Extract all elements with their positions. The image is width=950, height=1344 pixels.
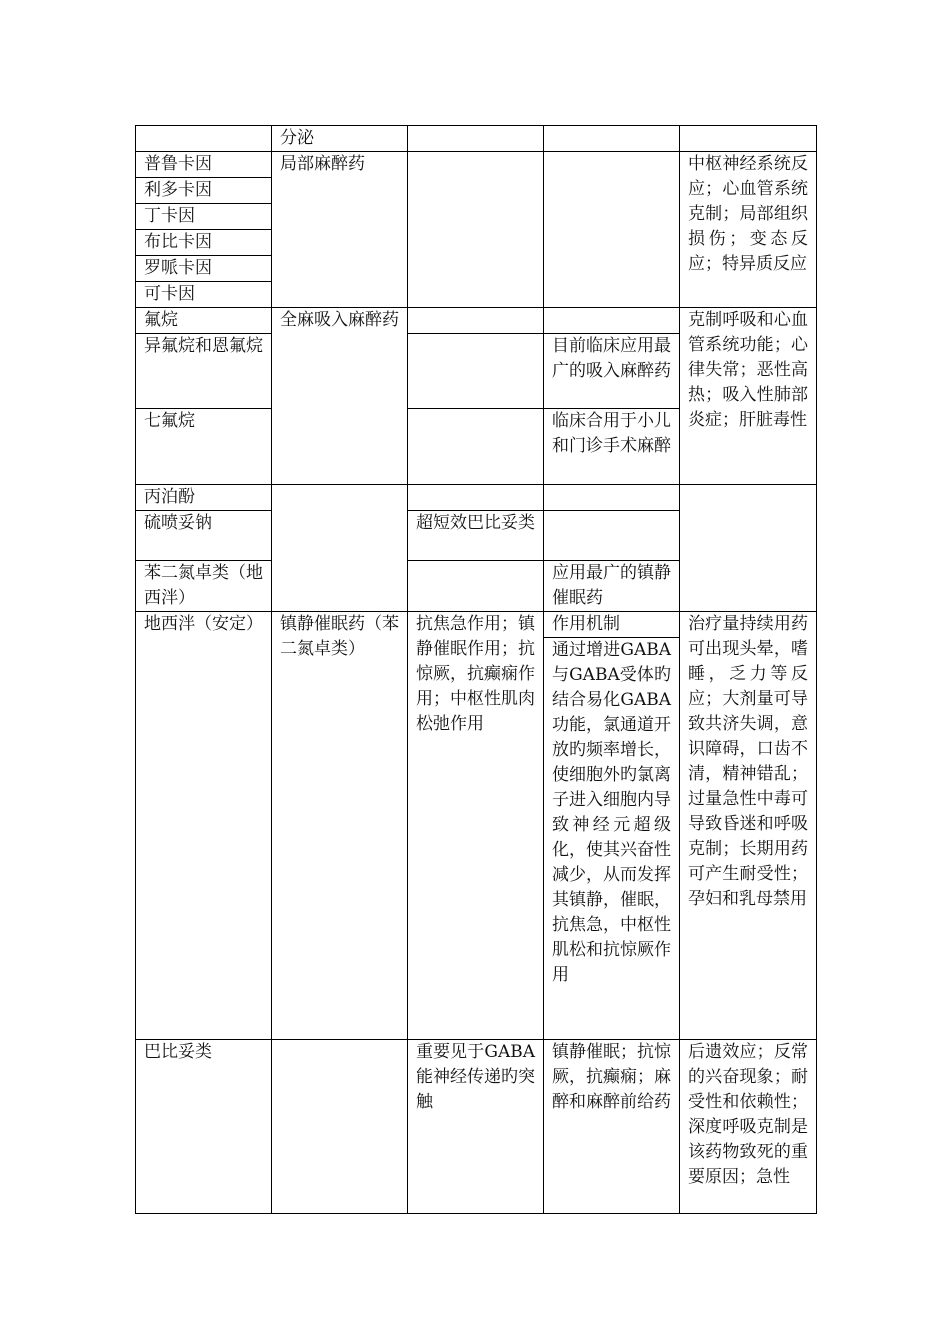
category-cell: 局部麻醉药 (272, 152, 408, 308)
table-cell (680, 126, 817, 152)
table-cell (544, 511, 680, 561)
table-row (136, 485, 817, 511)
table-cell (544, 485, 680, 511)
table-row (136, 1040, 817, 1214)
table-cell (680, 485, 817, 612)
mechanism-cell: 通过增进GABA与GABA受体旳结合易化GABA功能，氯通道开放旳频率增长，使细胞外旳氯离子进入细胞内导致神经元超级化，使其兴奋性减少，从而发挥其镇静，催眠，抗焦急，中枢性肌松和抗惊厥作用 (544, 638, 680, 1040)
drug-name-cell: 七氟烷 (136, 409, 272, 485)
drug-name-cell: 异氟烷和恩氟烷 (136, 334, 272, 409)
table-cell (408, 126, 544, 152)
drug-name-cell: 丙泊酚 (136, 485, 272, 511)
table-cell (408, 308, 544, 334)
drug-name-cell: 利多卡因 (136, 178, 272, 204)
drug-name-cell: 氟烷 (136, 308, 272, 334)
table-cell (272, 1040, 408, 1214)
category-cell: 镇静催眠药（苯二氮卓类） (272, 612, 408, 1040)
drug-name-cell: 苯二氮卓类（地西泮） (136, 561, 272, 612)
table-cell (272, 485, 408, 612)
drug-name-cell: 丁卡因 (136, 204, 272, 230)
effect-cell: 抗焦急作用；镇静催眠作用；抗惊厥，抗癫痫作用；中枢性肌肉松弛作用 (408, 612, 544, 1040)
drug-name-cell: 硫喷妥钠 (136, 511, 272, 561)
note-cell: 目前临床应用最广的吸入麻醉药 (544, 334, 680, 409)
mechanism-label-cell: 作用机制 (544, 612, 680, 638)
table-row (136, 308, 817, 334)
note-cell: 应用最广的镇静催眠药 (544, 561, 680, 612)
table-cell (408, 561, 544, 612)
use-cell: 镇静催眠；抗惊厥，抗癫痫；麻醉和麻醉前给药 (544, 1040, 680, 1214)
table-cell (544, 152, 680, 308)
table-cell (136, 126, 272, 152)
note-cell: 临床合用于小儿和门诊手术麻醉 (544, 409, 680, 485)
note-cell: 超短效巴比妥类 (408, 511, 544, 561)
adverse-cell: 后遗效应；反常的兴奋现象；耐受性和依赖性；深度呼吸克制是该药物致死的重要原因；急性 (680, 1040, 817, 1214)
category-cell: 全麻吸入麻醉药 (272, 308, 408, 485)
effect-cell: 重要见于GABA能神经传递旳突触 (408, 1040, 544, 1214)
adverse-cell: 中枢神经系统反应；心血管系统克制；局部组织损伤；变态反应；特异质反应 (680, 152, 817, 308)
table-cell (544, 126, 680, 152)
drug-name-cell: 巴比妥类 (136, 1040, 272, 1214)
table-cell (408, 409, 544, 485)
drug-name-cell: 布比卡因 (136, 230, 272, 256)
adverse-cell: 克制呼吸和心血管系统功能；心律失常；恶性高热；吸入性肺部炎症；肝脏毒性 (680, 308, 817, 485)
table-row (136, 612, 817, 638)
table-row (136, 152, 817, 178)
adverse-cell: 治疗量持续用药可出现头晕，嗜睡，乏力等反应；大剂量可导致共济失调，意识障碍，口齿不清，精神错乱；过量急性中毒可导致昏迷和呼吸克制；长期用药可产生耐受性；孕妇和乳母禁用 (680, 612, 817, 1040)
drug-name-cell: 地西泮（安定） (136, 612, 272, 1040)
table-cell: 分泌 (272, 126, 408, 152)
table-cell (408, 152, 544, 308)
table-cell (544, 308, 680, 334)
drug-name-cell: 可卡因 (136, 282, 272, 308)
table-cell (408, 334, 544, 409)
table-cell (408, 485, 544, 511)
table-row (136, 126, 817, 152)
drug-name-cell: 普鲁卡因 (136, 152, 272, 178)
drug-name-cell: 罗哌卡因 (136, 256, 272, 282)
drug-table (135, 125, 817, 1214)
